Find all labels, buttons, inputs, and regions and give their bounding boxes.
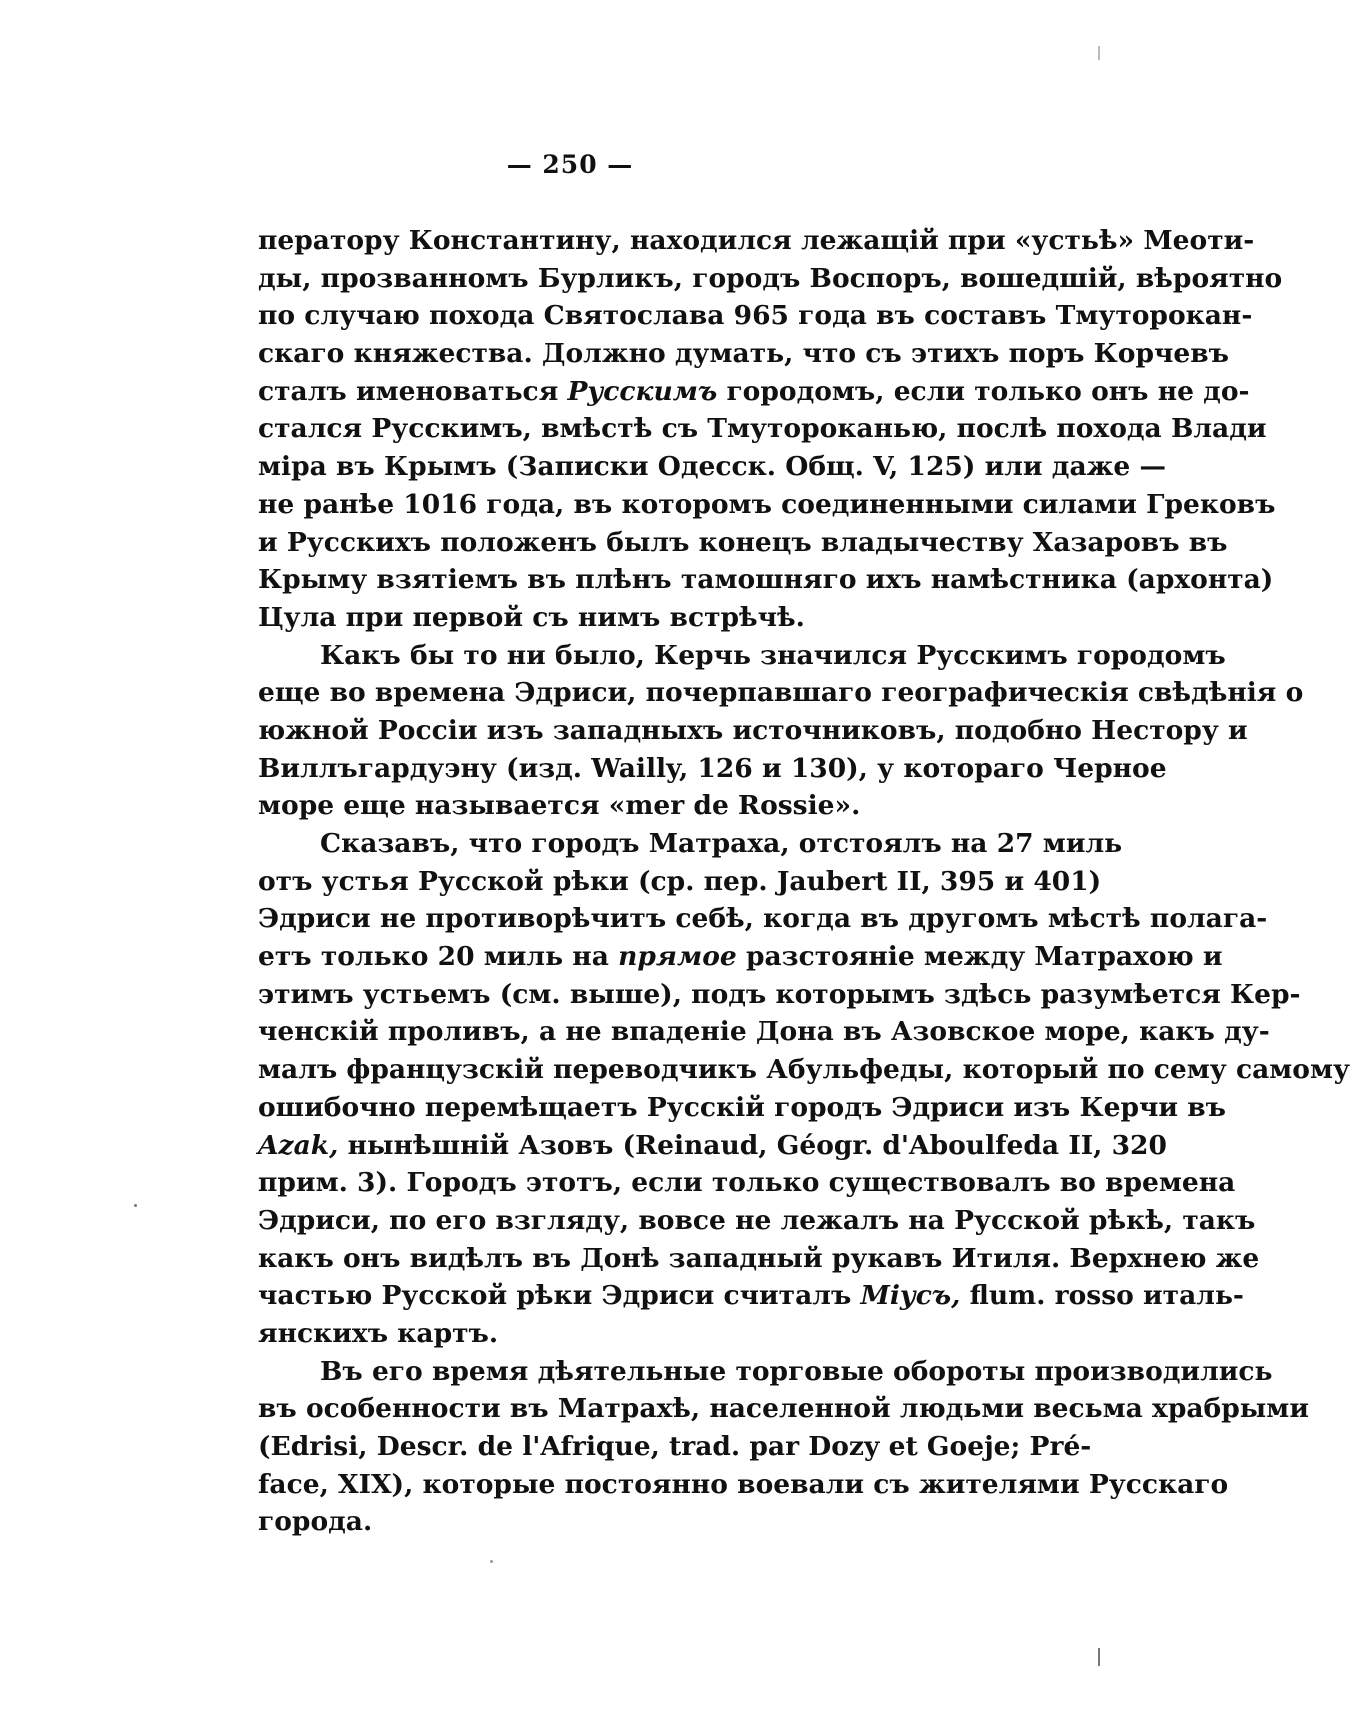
text-line: (Edrisi, Descr. de l'Afrique, trad. par Dozy et Goeje; Pré- — [258, 1431, 1092, 1462]
scan-speck — [1098, 46, 1100, 60]
text-line: стался Русскимъ, вмѣстѣ съ Тмутороканью, послѣ похода Влади — [258, 413, 1267, 445]
italic-emphasis: прямое — [618, 941, 737, 973]
text-line: Сказавъ, что городъ Матраха, отстоялъ на 27 миль — [320, 828, 1123, 859]
text-line: южной Россіи изъ западныхъ источниковъ, подобно Нестору и — [258, 714, 1248, 746]
text-line: етъ только 20 миль на прямое разстояніе между Матрахою и — [258, 941, 1223, 973]
text-line: Цула при первой съ нимъ встрѣчѣ. — [258, 601, 805, 633]
text-line: по случаю похода Святослава 965 года въ составъ Тмуторокан- — [258, 300, 1253, 332]
text-line: не ранѣе 1016 года, въ которомъ соединенными силами Грековъ — [258, 488, 1276, 520]
text-line: ды, прозванномъ Бурликъ, городъ Воспоръ, вошедшій, вѣроятно — [258, 262, 1283, 294]
text-line: міра въ Крымъ (Записки Одесск. Общ. V, 125) или даже — — [258, 451, 1166, 483]
italic-emphasis: Міусъ, — [860, 1280, 961, 1312]
text-line: Въ его время дѣятельные торговые обороты производились — [320, 1355, 1273, 1387]
text-line: этимъ устьемъ (см. выше), подъ которымъ здѣсь разумѣется Кер- — [258, 978, 1301, 1010]
text-line: какъ онъ видѣлъ въ Донѣ западный рукавъ Итиля. Верхнею же — [258, 1242, 1260, 1274]
text-line: и Русскихъ положенъ былъ конецъ владычеству Хазаровъ въ — [258, 526, 1228, 558]
text-line: отъ устья Русской рѣки (ср. пер. Jaubert II, 395 и 401) — [258, 865, 1102, 897]
text-line: море еще называется «mer de Rossie». — [258, 790, 861, 822]
text-line: частью Русской рѣки Эдриси считалъ Міусъ, flum. rosso италь- — [258, 1280, 1244, 1312]
text-line: ошибочно перемѣщаетъ Русскій городъ Эдриси изъ Керчи въ — [258, 1091, 1226, 1123]
italic-emphasis: Azak, — [258, 1129, 339, 1161]
scan-speck — [134, 1204, 137, 1207]
text-line: Эдриси, по его взгляду, вовсе не лежалъ на Русской рѣкѣ, такъ — [258, 1204, 1256, 1236]
text-line: скаго княжества. Должно думать, что съ этихъ поръ Корчевъ — [258, 338, 1229, 370]
text-line: Azak, нынѣшній Азовъ (Reinaud, Géogr. d'Aboulfeda II, 320 — [258, 1129, 1167, 1161]
text-line: Крыму взятіемъ въ плѣнъ тамошняго ихъ намѣстника (архонта) — [258, 564, 1274, 596]
text-line: города. — [258, 1506, 373, 1538]
text-line: ченскій проливъ, а не впаденіе Дона въ Азовское море, какъ ду- — [258, 1016, 1270, 1048]
scan-speck — [490, 1560, 493, 1563]
text-line: Виллъгардуэну (изд. Wailly, 126 и 130), у котораго Черное — [258, 752, 1167, 784]
scan-speck — [1098, 1648, 1100, 1666]
text-line: янскихъ картъ. — [258, 1317, 499, 1349]
page-number: — 250 — — [506, 150, 634, 179]
text-line: прим. 3). Городъ этотъ, если только существовалъ во времена — [258, 1167, 1236, 1199]
body-text — [258, 222, 1350, 1541]
italic-emphasis: Русскимъ — [567, 375, 718, 407]
text-line: face, XIX), которые постоянно воевали съ жителями Русскаго — [258, 1468, 1229, 1500]
text-line: Какъ бы то ни было, Керчь значился Русскимъ городомъ — [320, 639, 1226, 671]
text-line: еще во времена Эдриси, почерпавшаго географическія свѣдѣнія о — [258, 677, 1304, 709]
text-line: въ особенности въ Матрахѣ, населенной людьми весьма храбрыми — [258, 1393, 1309, 1425]
text-line: малъ французскій переводчикъ Абульфеды, который по сему самому — [258, 1054, 1350, 1086]
text-line: Эдриси не противорѣчитъ себѣ, когда въ другомъ мѣстѣ полага- — [258, 903, 1268, 935]
text-line: сталъ именоваться Русскимъ городомъ, если только онъ не до- — [258, 375, 1250, 407]
text-line: ператору Константину, находился лежащій при «устьѣ» Меоти- — [258, 225, 1255, 256]
